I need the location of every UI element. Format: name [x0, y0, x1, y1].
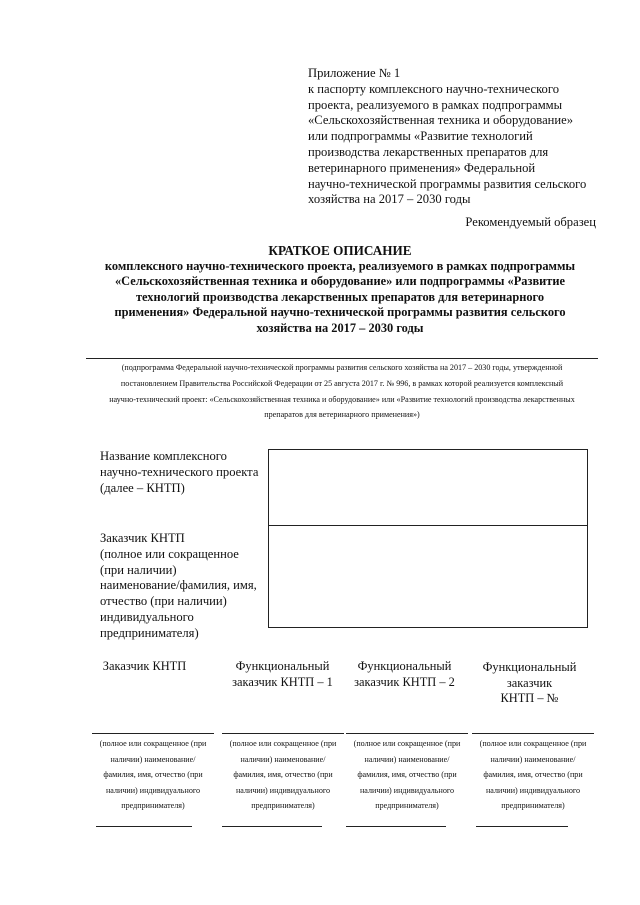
- appendix-line: или подпрограммы «Развитие технологий: [308, 129, 533, 144]
- note-line: наличии) индивидуального: [235, 785, 331, 795]
- note-line: предпринимателя): [501, 801, 565, 811]
- note-line: предпринимателя): [251, 801, 315, 811]
- signature-header-functional-2: [342, 659, 467, 690]
- signature-note-functional-n: [472, 733, 594, 814]
- appendix-line: ветеринарного применения» Федеральной: [308, 160, 536, 175]
- note-line: (полное или сокращенное (при: [353, 739, 461, 748]
- note-line: наличии) наименование/: [110, 754, 196, 764]
- label-line: научно-технического проекта: [100, 464, 259, 479]
- label-line: отчество (при наличии): [100, 594, 227, 609]
- signature-note-functional-1: [222, 733, 344, 814]
- label-line: индивидуального: [100, 609, 194, 624]
- signature-line-functional-n[interactable]: [476, 826, 568, 827]
- appendix-line: проекта, реализуемого в рамках подпрограммы: [308, 97, 563, 112]
- label-line: (полное или сокращенное: [100, 546, 239, 561]
- title-line: хозяйства на 2017 – 2030 годы: [256, 320, 424, 335]
- appendix-line: Приложение № 1: [308, 66, 401, 80]
- signature-line-functional-2[interactable]: [346, 826, 446, 827]
- header-line: Функциональный: [357, 659, 452, 673]
- signature-note-functional-2: [346, 733, 468, 814]
- appendix-line: «Сельскохозяйственная техника и оборудование»: [308, 113, 574, 128]
- signature-header-functional-1: [220, 659, 345, 690]
- label-line: Заказчик КНТП: [100, 531, 185, 545]
- label-line: (далее – КНТП): [100, 480, 185, 495]
- note-line: наличии) индивидуального: [105, 785, 201, 795]
- header-line: заказчик КНТП – 2: [354, 674, 455, 689]
- note-line: наличии) индивидуального: [485, 785, 581, 795]
- note-line: наличии) наименование/: [364, 754, 450, 764]
- customer-field[interactable]: [269, 526, 587, 627]
- appendix-line: производства лекарственных препаратов для: [308, 144, 549, 159]
- appendix-line: к паспорту комплексного научно-технического: [308, 81, 559, 96]
- header-line: заказчик КНТП – 1: [232, 674, 333, 689]
- note-line: фамилия, имя, отчество (при: [103, 770, 203, 780]
- signature-line-functional-1[interactable]: [222, 826, 322, 827]
- header-line: Заказчик КНТП: [102, 659, 187, 673]
- header-line: Функциональный: [235, 659, 330, 673]
- title-line: «Сельскохозяйственная техника и оборудование» или подпрограммы «Развитие: [114, 274, 566, 289]
- signature-line-customer[interactable]: [96, 826, 192, 827]
- subprogram-note-line: препаратов для ветеринарного применения»): [264, 410, 420, 420]
- note-line: (полное или сокращенное (при: [479, 739, 587, 748]
- note-line: (полное или сокращенное (при: [99, 739, 207, 748]
- project-name-field[interactable]: [269, 450, 587, 525]
- note-line: наличии) наименование/: [490, 754, 576, 764]
- signature-header-functional-n: [467, 660, 592, 707]
- appendix-line: хозяйства на 2017 – 2030 годы: [308, 192, 471, 207]
- header-line: КНТП – №: [500, 691, 559, 706]
- label-line: наименование/фамилия, имя,: [100, 578, 257, 593]
- signature-header-customer: [92, 659, 197, 675]
- title-main: КРАТКОЕ ОПИСАНИЕ: [268, 243, 412, 258]
- title-line: технологий производства лекарственных препаратов для ветеринарного: [135, 289, 545, 304]
- label-line: (при наличии): [100, 562, 177, 577]
- appendix-header: [308, 66, 598, 208]
- note-line: наличии) индивидуального: [359, 785, 455, 795]
- title-line: комплексного научно-технического проекта, реализуемого в рамках подпрограммы: [104, 258, 576, 273]
- title-line: применения» Федеральной научно-технической программы развития сельского: [114, 305, 566, 320]
- note-line: фамилия, имя, отчество (при: [357, 770, 457, 780]
- label-line: предпринимателя): [100, 625, 199, 640]
- label-line: Название комплексного: [100, 449, 227, 463]
- signature-note-customer: [92, 733, 214, 814]
- subprogram-note-line: научно-технический проект: «Сельскохозяйственная техника и оборудование» или «Развитие технологий производства лекарственных: [109, 394, 575, 404]
- document-title: [60, 243, 620, 337]
- note-line: фамилия, имя, отчество (при: [233, 770, 333, 780]
- note-line: фамилия, имя, отчество (при: [483, 770, 583, 780]
- note-line: наличии) наименование/: [240, 754, 326, 764]
- subprogram-note-line: (подпрограмма Федеральной научно-технической программы развития сельского хозяйства на 2017 – 2030 годы, утвержденной: [121, 363, 563, 372]
- project-name-label: [100, 449, 275, 496]
- header-line: заказчик: [506, 675, 553, 690]
- note-line: предпринимателя): [375, 801, 439, 811]
- subprogram-note: [86, 358, 598, 423]
- appendix-line: научно-технической программы развития сельского: [308, 176, 587, 191]
- note-line: (полное или сокращенное (при: [229, 739, 337, 748]
- subprogram-note-line: постановлением Правительства Российской Федерации от 25 августа 2017 г. № 996, в рамках которой реализуется комплексный: [120, 378, 564, 388]
- header-line: Функциональный: [482, 660, 577, 674]
- customer-label: [100, 531, 275, 642]
- sample-note: Рекомендуемый образец: [465, 215, 596, 229]
- note-line: предпринимателя): [121, 801, 185, 811]
- form-fields-box: [268, 449, 588, 628]
